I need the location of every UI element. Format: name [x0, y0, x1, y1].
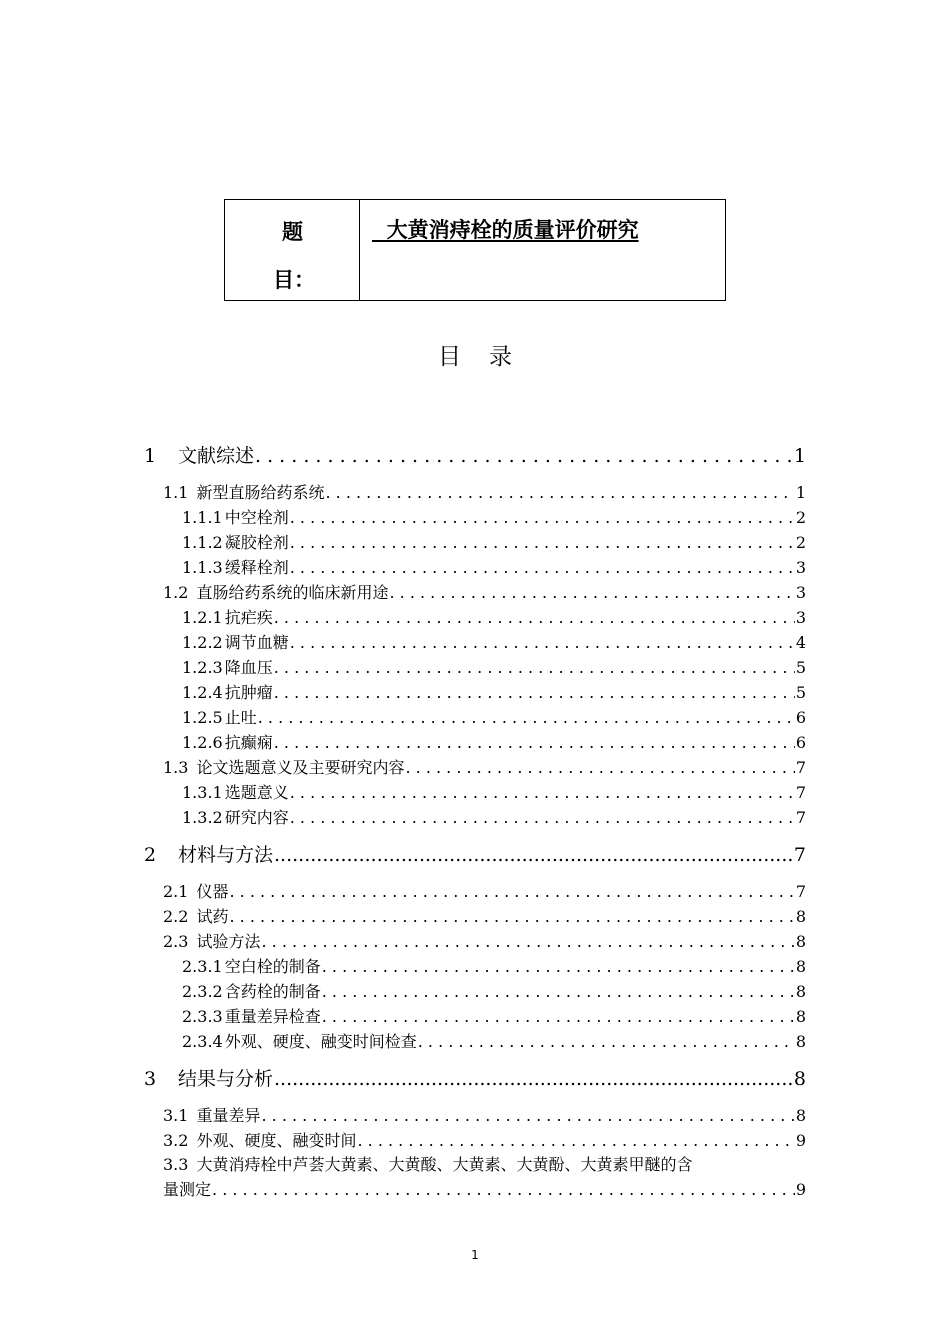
toc-entry-text: 凝胶栓剂 — [224, 533, 289, 552]
toc-leader-dots — [229, 907, 794, 926]
toc-entry-text: 材料与方法 — [178, 844, 274, 866]
toc-entry[interactable] — [144, 1064, 806, 1091]
toc-leader-dots — [255, 445, 793, 467]
toc-entry-number: 2.3.4 — [182, 1032, 223, 1051]
toc-entry-text: 大黄消痔栓中芦荟大黄素、大黄酸、大黄素、大黄酚、大黄素甲醚的含 — [196, 1155, 693, 1174]
page-number: 1 — [471, 1248, 479, 1262]
toc-entry[interactable] — [163, 904, 806, 927]
toc-entry-text: 外观、硬度、融变时间 — [196, 1131, 357, 1150]
toc-leader-dots — [261, 1106, 794, 1125]
toc-entry-text: 抗癫痫 — [224, 733, 273, 752]
toc-entry-text: 选题意义 — [224, 783, 289, 802]
toc-entry-number: 2.3.2 — [182, 982, 223, 1001]
toc-entry-text: 论文选题意义及主要研究内容 — [196, 758, 405, 777]
toc-entry-text: 直肠给药系统的临床新用途 — [196, 583, 389, 602]
toc-entry-page: 4 — [795, 633, 806, 652]
toc-entry-text: 止吐 — [224, 708, 257, 727]
toc-leader-dots — [274, 658, 795, 677]
toc-leader-dots — [357, 1131, 794, 1150]
toc-entry[interactable] — [182, 705, 806, 728]
toc-entry-page: 8 — [795, 982, 806, 1001]
toc-entry-text: 重量差异检查 — [224, 1007, 321, 1026]
toc-entry-number: 3 — [144, 1068, 157, 1090]
toc-leader-dots — [229, 882, 794, 901]
toc-entry-page: 9 — [795, 1131, 806, 1150]
toc-entry-number: 3.3 — [163, 1155, 189, 1174]
toc-entry-page: 7 — [793, 844, 806, 866]
toc-entry-number: 2.3.3 — [182, 1007, 223, 1026]
toc-entry-page: 5 — [795, 658, 806, 677]
toc-entry-page: 9 — [795, 1180, 806, 1199]
toc-leader-dots — [290, 808, 795, 827]
toc-entry-page: 8 — [795, 1106, 806, 1125]
toc-entry-text: 降血压 — [224, 658, 273, 677]
toc-entry-page: 7 — [795, 882, 806, 901]
toc-entry-page: 8 — [795, 1007, 806, 1026]
toc-leader-dots — [322, 1007, 795, 1026]
toc-entry[interactable] — [182, 730, 806, 753]
toc-entry-page: 6 — [795, 708, 806, 727]
toc-heading: 目录 — [438, 344, 540, 370]
toc-leader-dots — [418, 1032, 795, 1051]
toc-leader-dots — [389, 583, 794, 602]
toc-entry-page: 7 — [795, 783, 806, 802]
toc-entry[interactable] — [182, 505, 806, 528]
toc-entry-number: 3.1 — [163, 1106, 189, 1125]
toc-entry[interactable] — [182, 630, 806, 653]
toc-entry-number: 1.2 — [163, 583, 189, 602]
toc-entry[interactable] — [163, 480, 806, 503]
toc-entry-text: 文献综述 — [178, 445, 255, 467]
toc-entry[interactable] — [144, 840, 806, 867]
toc-leader-dots — [325, 483, 794, 502]
toc-entry-page: 2 — [795, 533, 806, 552]
toc-entry-text: 新型直肠给药系统 — [196, 483, 325, 502]
toc-leader-dots — [405, 758, 794, 777]
toc-entry-text: 中空栓剂 — [224, 508, 289, 527]
toc-leader-dots — [290, 558, 795, 577]
toc-leader-dots — [290, 633, 795, 652]
toc-entry-number: 1.2.2 — [182, 633, 223, 652]
toc-entry[interactable] — [182, 1029, 806, 1052]
toc-entry-text: 研究内容 — [224, 808, 289, 827]
toc-leader-dots — [274, 608, 795, 627]
toc-leader-dots — [290, 783, 795, 802]
toc-entry-text: 缓释栓剂 — [224, 558, 289, 577]
toc-entry-page: 2 — [795, 508, 806, 527]
toc-entry[interactable] — [163, 929, 806, 952]
toc-entry-number: 1.2.6 — [182, 733, 223, 752]
toc-entry-3-3-line1[interactable] — [163, 1152, 806, 1175]
toc-entry-page: 3 — [795, 608, 806, 627]
toc-entry[interactable] — [182, 780, 806, 803]
toc-entry-text: 试药 — [196, 907, 229, 926]
toc-leader-dots — [261, 932, 794, 951]
toc-entry-text: 仪器 — [196, 882, 229, 901]
toc-entry[interactable] — [144, 441, 806, 468]
toc-entry[interactable] — [163, 580, 806, 603]
toc-leader-dots — [274, 844, 793, 866]
toc-entry-number: 1.1.3 — [182, 558, 223, 577]
toc-leader-dots — [322, 982, 795, 1001]
toc-entry-text-continued: 量测定 — [163, 1180, 212, 1199]
toc-entry-number: 3.2 — [163, 1131, 189, 1150]
toc-entry-text: 结果与分析 — [178, 1068, 274, 1090]
toc-entry-text: 抗肿瘤 — [224, 683, 273, 702]
toc-entry-page: 8 — [795, 1032, 806, 1051]
toc-entry-number: 2.3.1 — [182, 957, 223, 976]
toc-entry-number: 2.3 — [163, 932, 189, 951]
toc-entry-page: 6 — [795, 733, 806, 752]
toc-leader-dots — [258, 708, 795, 727]
toc-entry-number: 1.3.2 — [182, 808, 223, 827]
toc-leader-dots — [290, 533, 795, 552]
toc-entry-text: 重量差异 — [196, 1106, 261, 1125]
toc-entry-page: 3 — [795, 558, 806, 577]
toc-entry[interactable] — [182, 530, 806, 553]
toc-entry[interactable] — [182, 979, 806, 1002]
toc-entry-page: 5 — [795, 683, 806, 702]
toc-leader-dots — [274, 1068, 793, 1090]
toc-entry-page: 8 — [795, 932, 806, 951]
toc-entry[interactable] — [182, 680, 806, 703]
toc-entry-number: 1.3.1 — [182, 783, 223, 802]
toc-entry[interactable] — [163, 1103, 806, 1126]
toc-entry-text: 调节血糖 — [224, 633, 289, 652]
toc-leader-dots — [322, 957, 795, 976]
toc-entry-text: 抗疟疾 — [224, 608, 273, 627]
toc-entry-number: 1.1.1 — [182, 508, 223, 527]
toc-entry-number: 1.2.3 — [182, 658, 223, 677]
toc-entry-page: 7 — [795, 758, 806, 777]
toc-entry-page: 1 — [795, 483, 806, 502]
toc-entry-number: 1.1 — [163, 483, 189, 502]
toc-entry-page: 8 — [795, 907, 806, 926]
toc-entry-number: 2.2 — [163, 907, 189, 926]
toc-entry-number: 2 — [144, 844, 157, 866]
toc-entry[interactable] — [182, 805, 806, 828]
toc-leader-dots — [274, 733, 795, 752]
toc-entry-page: 7 — [795, 808, 806, 827]
toc-entry-page: 8 — [795, 957, 806, 976]
title-label-line1: 题 — [282, 220, 303, 244]
toc-entry-number: 1.2.4 — [182, 683, 223, 702]
toc-entry-page: 3 — [795, 583, 806, 602]
thesis-title: 大黄消痔栓的质量评价研究 — [372, 218, 639, 242]
toc-entry-page: 8 — [793, 1068, 806, 1090]
toc-leader-dots — [274, 683, 795, 702]
toc-entry-3-3-line2[interactable] — [163, 1177, 806, 1200]
toc-entry-number: 1 — [144, 445, 157, 467]
toc-entry[interactable] — [182, 555, 806, 578]
toc-leader-dots — [290, 508, 795, 527]
toc-entry[interactable] — [163, 879, 806, 902]
toc-entry[interactable] — [182, 1004, 806, 1027]
toc-entry-text: 试验方法 — [196, 932, 261, 951]
title-label-line2: 目： — [273, 268, 315, 292]
toc-entry-number: 2.1 — [163, 882, 189, 901]
toc-entry-text: 空白栓的制备 — [224, 957, 321, 976]
toc-entry[interactable] — [182, 954, 806, 977]
toc-entry[interactable] — [182, 605, 806, 628]
toc-entry[interactable] — [163, 1128, 806, 1151]
toc-entry-number: 1.2.1 — [182, 608, 223, 627]
toc-entry[interactable] — [182, 655, 806, 678]
toc-entry-page: 1 — [793, 445, 806, 467]
toc-leader-dots — [212, 1180, 795, 1199]
toc-entry-number: 1.3 — [163, 758, 189, 777]
toc-entry-number: 1.1.2 — [182, 533, 223, 552]
toc-entry-text: 外观、硬度、融变时间检查 — [224, 1032, 417, 1051]
toc-entry[interactable] — [163, 755, 806, 778]
toc-entry-number: 1.2.5 — [182, 708, 223, 727]
toc-entry-text: 含药栓的制备 — [224, 982, 321, 1001]
